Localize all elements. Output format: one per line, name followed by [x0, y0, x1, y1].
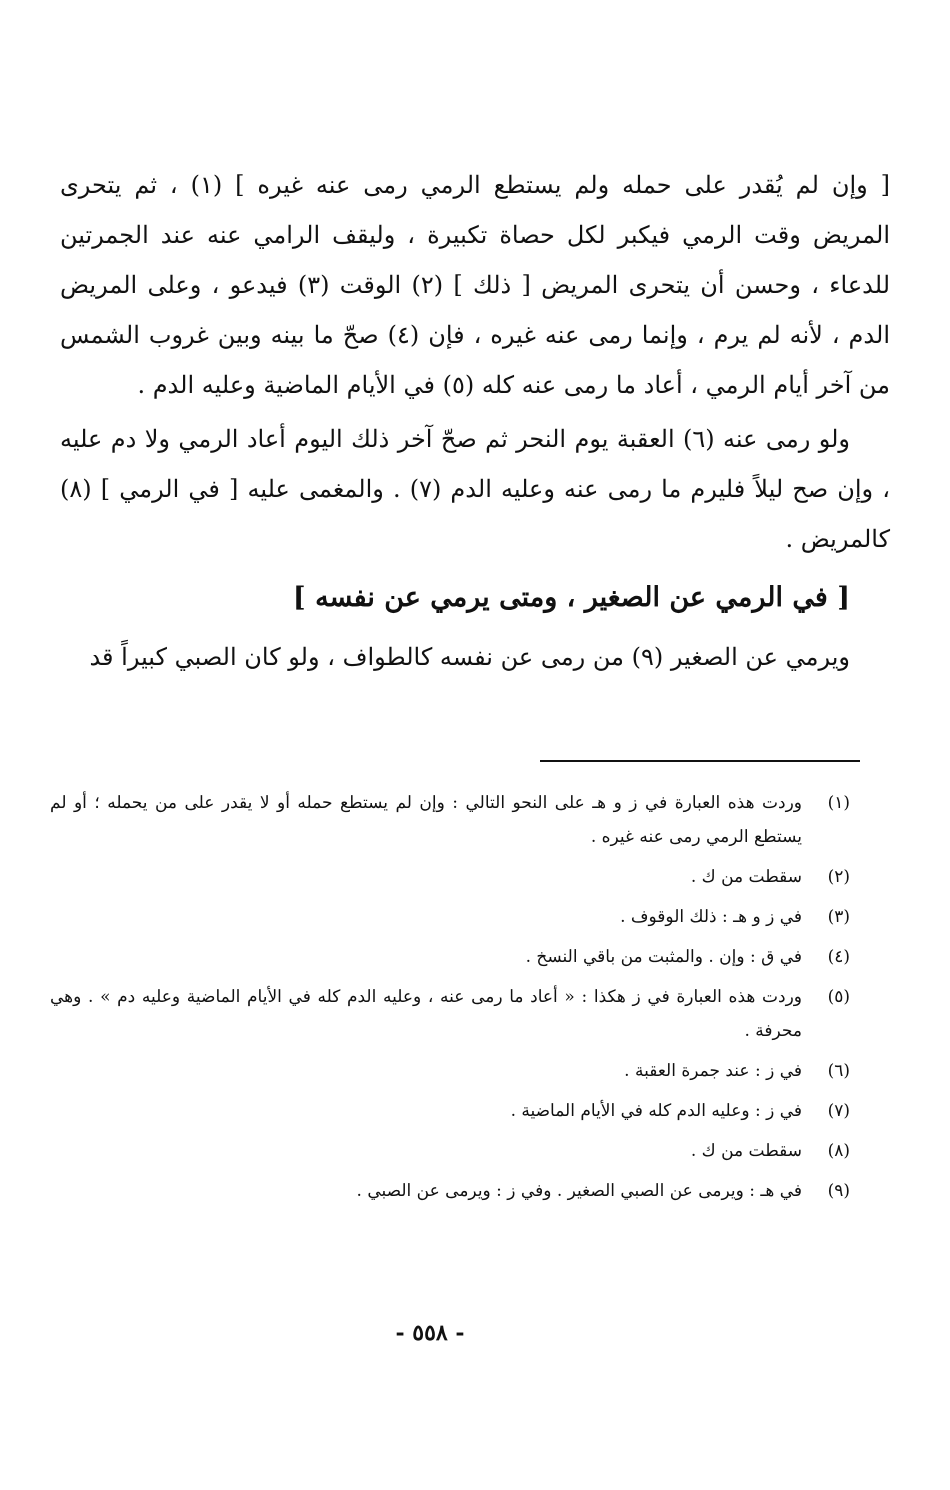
- footnote-text: وردت هذه العبارة في ز و هـ على النحو التالي : وإن لم يستطع حمله أو لا يقدر على من يحمله ؛ أو لم يستطع الرمي رمى عنه غيره .: [50, 793, 802, 847]
- footnote-text: سقطت من ك .: [690, 1141, 802, 1161]
- paragraph: ولو رمى عنه (٦) العقبة يوم النحر ثم صحّ آخر ذلك اليوم أعاد الرمي ولا دم عليه ، وإن صح ليلاً فليرم ما رمى عنه وعليه الدم (٧) . والمغمى عليه [ في الرمي ] (٨) كالمريض .: [60, 425, 890, 553]
- footnote-text: في ق : وإن . والمثبت من باقي النسخ .: [525, 947, 802, 967]
- footnote-number: (٢): [827, 867, 850, 887]
- main-text: [60, 160, 890, 686]
- footnote: [50, 1134, 850, 1168]
- footnote-number: (٧): [827, 1101, 850, 1121]
- footnote-text: في ز : وعليه الدم كله في الأيام الماضية .: [510, 1101, 802, 1121]
- footnotes: [50, 786, 850, 1214]
- footnote: [50, 860, 850, 894]
- footnote-number: (٣): [827, 907, 850, 927]
- footnote-separator: [540, 760, 860, 762]
- paragraph: [ وإن لم يُقدر على حمله ولم يستطع الرمي رمى عنه غيره ] (١) ، ثم يتحرى المريض وقت الرمي فيكبر لكل حصاة تكبيرة ، وليقف الرامي عنه عند الجمرتين للدعاء ، وحسن أن يتحرى المريض [ ذلك ] (٢) الوقت (٣) فيدعو ، وعلى المريض الدم ، لأنه لم يرم ، وإنما رمى عنه غيره ، فإن (٤) صحّ ما بينه وبين غروب الشمس من آخر أيام الرمي ، أعاد ما رمى عنه كله (٥) في الأيام الماضية وعليه الدم .: [60, 171, 891, 399]
- footnote-number: (٤): [827, 947, 850, 967]
- footnote-text: في ز : عند جمرة العقبة .: [624, 1061, 802, 1081]
- footnote-text: في هـ : ويرمى عن الصبي الصغير . وفي ز : ويرمى عن الصبي .: [356, 1181, 802, 1201]
- footnote: [50, 980, 850, 1048]
- footnote: [50, 1094, 850, 1128]
- section-heading: [ في الرمي عن الصغير ، ومتى يرمي عن نفسه ]: [292, 582, 850, 613]
- footnote: [50, 1174, 850, 1208]
- footnote-number: (٩): [827, 1181, 850, 1201]
- footnote: [50, 1054, 850, 1088]
- footnote: [50, 900, 850, 934]
- footnote: [50, 940, 850, 974]
- footnote-number: (٥): [827, 987, 850, 1007]
- footnote-number: (٦): [827, 1061, 850, 1081]
- footnote-number: (١): [827, 793, 850, 813]
- footnote-text: وردت هذه العبارة في ز هكذا : « أعاد ما رمى عنه ، وعليه الدم كله في الأيام الماضية وعليه دم » . وهي محرفة .: [50, 987, 802, 1041]
- footnote-text: سقطت من ك .: [690, 867, 802, 887]
- footnote-number: (٨): [827, 1141, 850, 1161]
- footnote-text: في ز و هـ : ذلك الوقوف .: [620, 907, 802, 927]
- page-number: - ٥٥٨ -: [395, 1320, 465, 1346]
- paragraph: ويرمي عن الصغير (٩) من رمى عن نفسه كالطواف ، ولو كان الصبي كبيراً قد: [89, 643, 850, 671]
- footnote: [50, 786, 850, 854]
